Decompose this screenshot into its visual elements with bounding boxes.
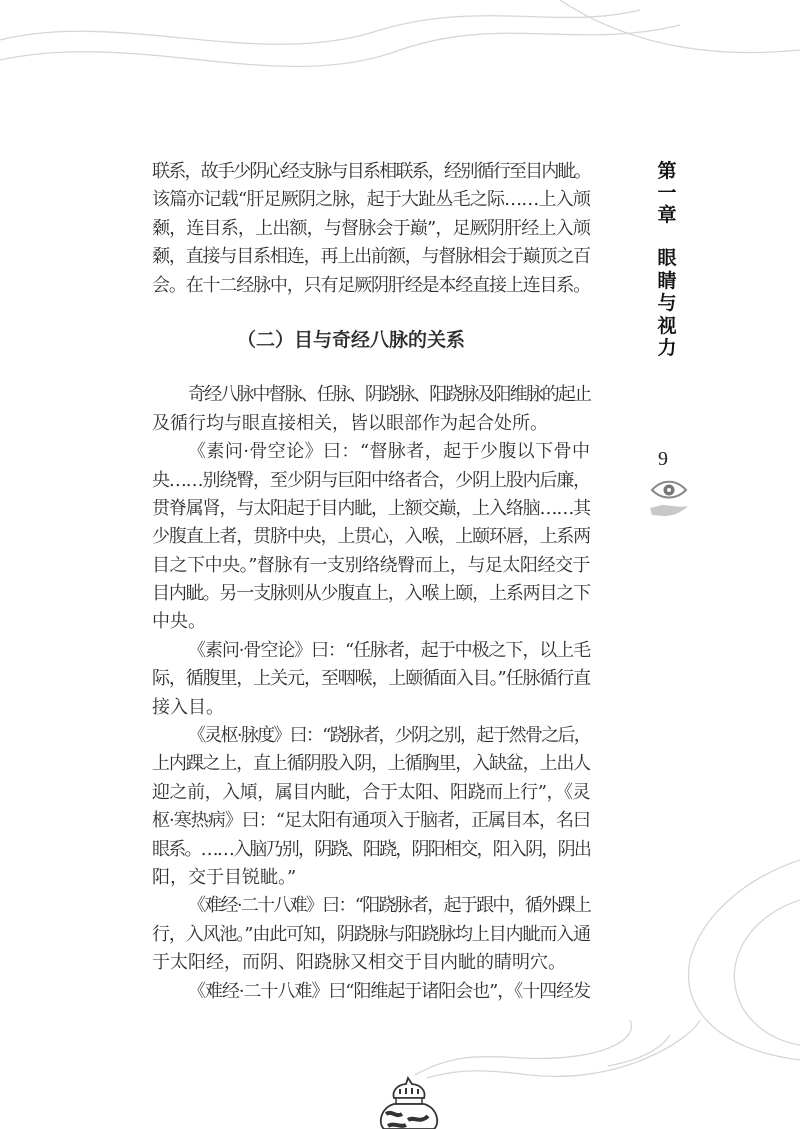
text-line: 少腹直上者，贯脐中央，上贯心，入喉，上颐环唇，上系两 bbox=[152, 526, 590, 548]
chapter-char: 章 bbox=[657, 204, 677, 226]
text-line: 接入目。 bbox=[152, 696, 224, 718]
chapter-label bbox=[653, 160, 681, 226]
title-char: 力 bbox=[657, 337, 677, 359]
text-line: 于太阳经，而阴、阳跷脉又相交于目内眦的睛明穴。 bbox=[152, 952, 566, 974]
paragraph bbox=[152, 438, 590, 637]
section-heading: （二）目与奇经八脉的关系 bbox=[236, 328, 465, 351]
text-line: 《素问·骨空论》曰：“督脉者，起于少腹以下骨中 bbox=[188, 441, 590, 463]
text-line: 目内眦。另一支脉则从少腹直上，入喉上颐，上系两目之下 bbox=[152, 583, 590, 605]
text-line: 枢·寒热病》曰：“足太阳有通项入于脑者，正属目本，名曰 bbox=[152, 810, 590, 832]
chapter-char: 一 bbox=[657, 182, 677, 204]
text-line: 颡，直接与目系相连，再上出前额，与督脉相会于巅顶之百 bbox=[152, 246, 590, 268]
text-line: 奇经八脉中督脉、任脉、阴跷脉、阳跷脉及阳维脉的起止 bbox=[188, 384, 590, 406]
text-line: 该篇亦记载“肝足厥阴之脉，起于大趾丛毛之际……上入颃 bbox=[152, 189, 590, 211]
paragraph bbox=[152, 381, 590, 438]
text-line: 目之下中央。”督脉有一支别络绕臀而上，与足太阳经交于 bbox=[152, 554, 590, 576]
paragraph bbox=[152, 637, 590, 722]
body-text bbox=[152, 158, 590, 1006]
text-line: 《素问·骨空论》曰：“任脉者，起于中极之下，以上毛 bbox=[188, 639, 590, 661]
title-char: 视 bbox=[657, 314, 677, 337]
chapter-title bbox=[653, 247, 681, 360]
text-line: 中央。 bbox=[152, 611, 206, 633]
vase-icon bbox=[378, 1076, 442, 1129]
eye-hand-icon bbox=[648, 478, 690, 522]
text-line: 贯脊属肾，与太阳起于目内眦，上额交巅，上入络脑……其 bbox=[152, 497, 590, 519]
text-line: 眼系。……入脑乃别，阴跷、阳跷，阴阳相交，阳入阴，阴出 bbox=[152, 838, 590, 860]
text-line: 阳，交于目锐眦。” bbox=[152, 866, 297, 888]
text-line: 上内踝之上，直上循阴股入阴，上循胸里，入缺盆，上出人 bbox=[152, 753, 590, 775]
title-char: 与 bbox=[657, 292, 677, 314]
text-line: 迎之前，入頄，属目内眦，合于太阳、阳跷而上行”，《灵 bbox=[152, 781, 590, 803]
intro-paragraph bbox=[152, 158, 590, 300]
text-line: 际，循腹里，上关元，至咽喉，上颐循面入目。”任脉循行直 bbox=[152, 668, 590, 690]
text-line: 央……别绕臀，至少阴与巨阳中络者合，少阴上股内后廉， bbox=[152, 469, 590, 491]
paragraph bbox=[152, 722, 590, 892]
text-line: 《难经·二十八难》曰：“阳跷脉者，起于跟中，循外踝上 bbox=[188, 895, 590, 917]
text-line: 《难经·二十八难》曰“阳维起于诸阳会也”，《十四经发 bbox=[188, 980, 590, 1002]
text-line: 联系，故手少阴心经支脉与目系相联系，经别循行至目内眦。 bbox=[152, 161, 590, 182]
chapter-char: 第 bbox=[657, 160, 677, 182]
text-line: 会。在十二经脉中，只有足厥阴肝经是本经直接上连目系。 bbox=[152, 274, 590, 296]
title-char: 眼 bbox=[657, 247, 677, 269]
paragraph bbox=[152, 978, 590, 1006]
text-line: 颡，连目系，上出额，与督脉会于巅”，足厥阴肝经上入颃 bbox=[152, 217, 590, 239]
page-number: 9 bbox=[658, 448, 668, 470]
title-char: 睛 bbox=[657, 269, 677, 292]
text-line: 《灵枢·脉度》曰：“跷脉者，少阴之别，起于然骨之后， bbox=[188, 725, 590, 747]
text-line: 及循行均与眼直接相关，皆以眼部作为起合处所。 bbox=[152, 412, 548, 434]
paragraph bbox=[152, 892, 590, 977]
text-line: 行，入风池。”由此可知，阴跷脉与阳跷脉均上目内眦而入通 bbox=[152, 923, 590, 945]
